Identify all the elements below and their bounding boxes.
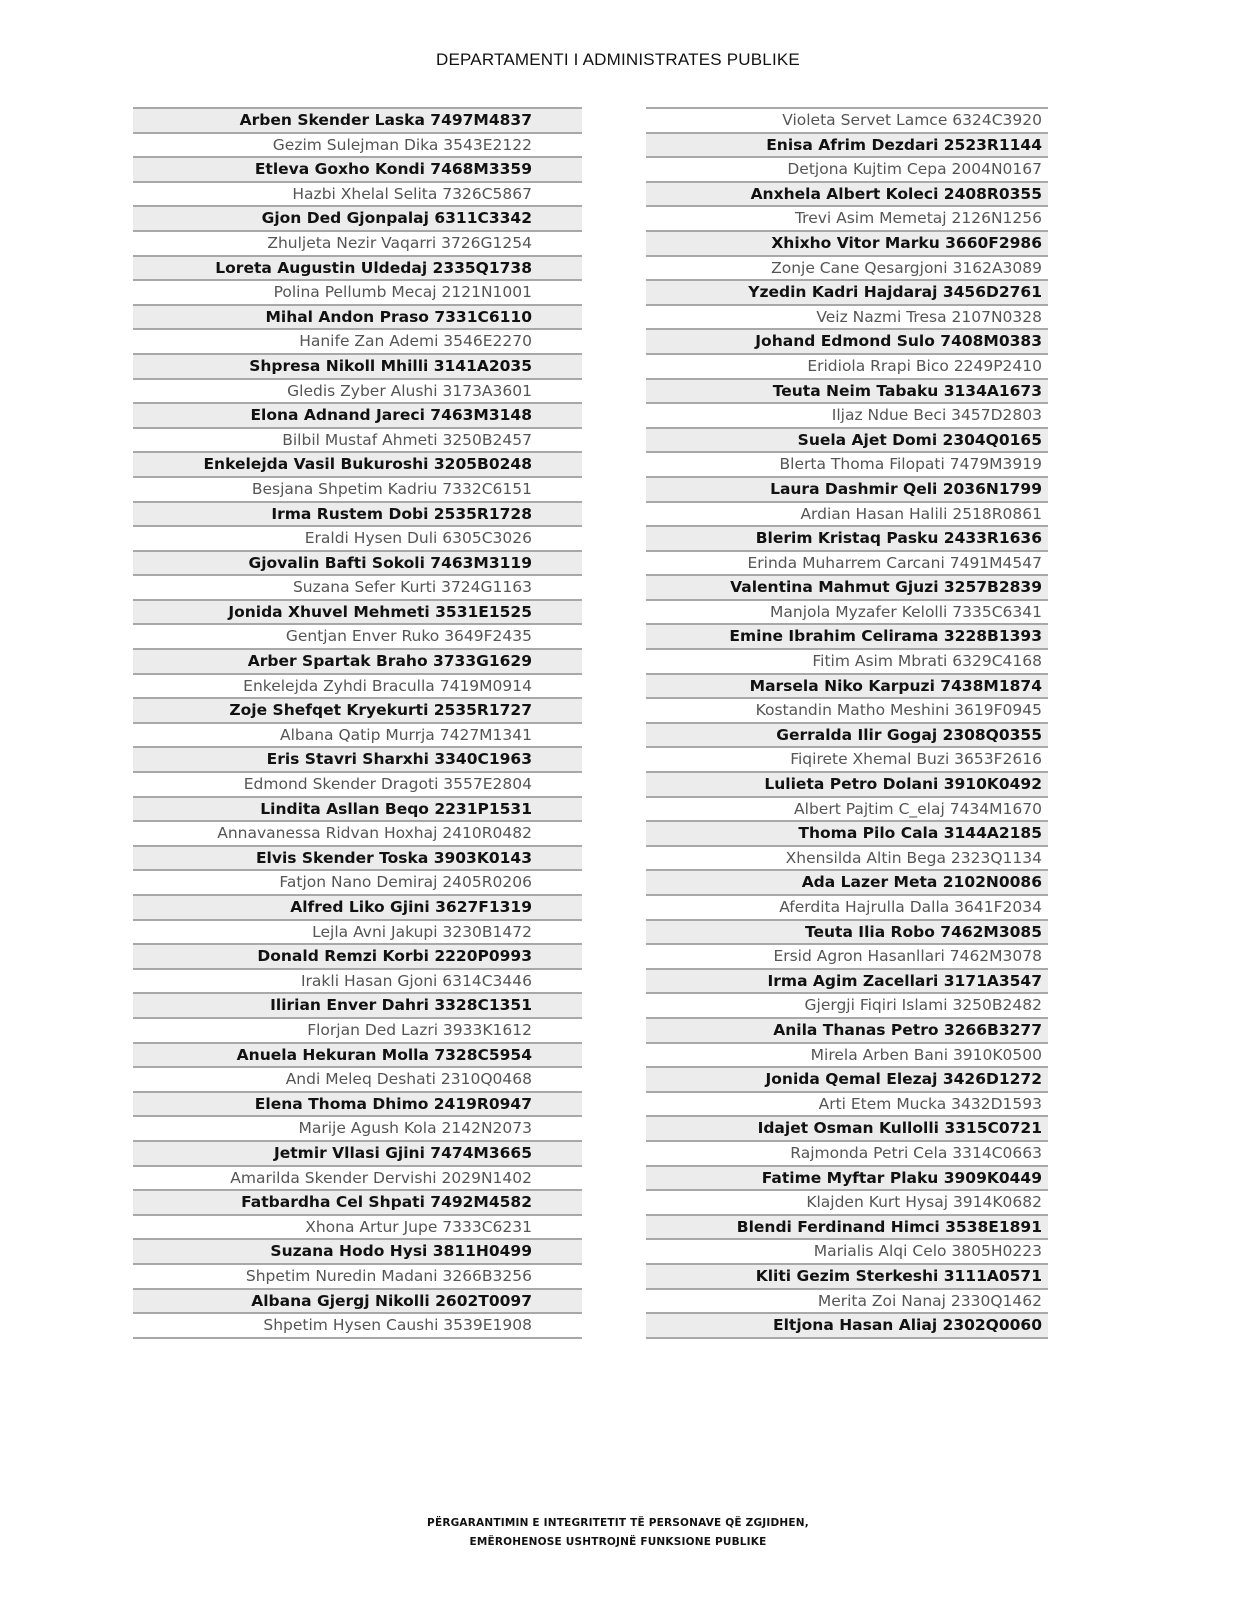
left-name-list (133, 107, 582, 1339)
list-item: Shpetim Hysen Caushi 3539E1908 (133, 1314, 582, 1339)
list-item: Fiqirete Xhemal Buzi 3653F2616 (646, 748, 1048, 773)
list-item: Ardian Hasan Halili 2518R0861 (646, 503, 1048, 528)
list-item: Valentina Mahmut Gjuzi 3257B2839 (646, 576, 1048, 601)
list-item: Yzedin Kadri Hajdaraj 3456D2761 (646, 281, 1048, 306)
list-item: Suela Ajet Domi 2304Q0165 (646, 429, 1048, 454)
list-item: Suzana Hodo Hysi 3811H0499 (133, 1240, 582, 1265)
list-item: Zhuljeta Nezir Vaqarri 3726G1254 (133, 232, 582, 257)
list-item: Jonida Xhuvel Mehmeti 3531E1525 (133, 601, 582, 626)
list-item: Gerralda Ilir Gogaj 2308Q0355 (646, 724, 1048, 749)
list-item: Teuta Ilia Robo 7462M3085 (646, 921, 1048, 946)
list-item: Blerim Kristaq Pasku 2433R1636 (646, 527, 1048, 552)
list-item: Fatime Myftar Plaku 3909K0449 (646, 1167, 1048, 1192)
list-item: Enkelejda Vasil Bukuroshi 3205B0248 (133, 453, 582, 478)
list-item: Elvis Skender Toska 3903K0143 (133, 847, 582, 872)
list-item: Albana Qatip Murrja 7427M1341 (133, 724, 582, 749)
list-item: Anxhela Albert Koleci 2408R0355 (646, 183, 1048, 208)
list-item: Gjon Ded Gjonpalaj 6311C3342 (133, 207, 582, 232)
list-item: Marije Agush Kola 2142N2073 (133, 1117, 582, 1142)
list-item: Hazbi Xhelal Selita 7326C5867 (133, 183, 582, 208)
list-item: Kliti Gezim Sterkeshi 3111A0571 (646, 1265, 1048, 1290)
list-item: Xhona Artur Jupe 7333C6231 (133, 1216, 582, 1241)
list-item: Lulieta Petro Dolani 3910K0492 (646, 773, 1048, 798)
list-item: Amarilda Skender Dervishi 2029N1402 (133, 1167, 582, 1192)
list-item: Emine Ibrahim Celirama 3228B1393 (646, 625, 1048, 650)
list-item: Arti Etem Mucka 3432D1593 (646, 1093, 1048, 1118)
list-item: Alfred Liko Gjini 3627F1319 (133, 896, 582, 921)
list-item: Veiz Nazmi Tresa 2107N0328 (646, 306, 1048, 331)
list-item: Irakli Hasan Gjoni 6314C3446 (133, 970, 582, 995)
list-item: Teuta Neim Tabaku 3134A1673 (646, 380, 1048, 405)
list-item: Eltjona Hasan Aliaj 2302Q0060 (646, 1314, 1048, 1339)
list-item: Eris Stavri Sharxhi 3340C1963 (133, 748, 582, 773)
list-item: Blendi Ferdinand Himci 3538E1891 (646, 1216, 1048, 1241)
list-item: Gezim Sulejman Dika 3543E2122 (133, 134, 582, 159)
list-item: Fitim Asim Mbrati 6329C4168 (646, 650, 1048, 675)
list-item: Jetmir Vllasi Gjini 7474M3665 (133, 1142, 582, 1167)
list-item: Johand Edmond Sulo 7408M0383 (646, 330, 1048, 355)
list-item: Fatbardha Cel Shpati 7492M4582 (133, 1191, 582, 1216)
list-item: Trevi Asim Memetaj 2126N1256 (646, 207, 1048, 232)
list-item: Edmond Skender Dragoti 3557E2804 (133, 773, 582, 798)
list-item: Marialis Alqi Celo 3805H0223 (646, 1240, 1048, 1265)
list-item: Andi Meleq Deshati 2310Q0468 (133, 1068, 582, 1093)
page-title: DEPARTAMENTI I ADMINISTRATES PUBLIKE (436, 50, 800, 69)
list-item: Merita Zoi Nanaj 2330Q1462 (646, 1290, 1048, 1315)
footer-line-2: EMËROHENOSE USHTROJNË FUNKSIONE PUBLIKE (469, 1536, 767, 1548)
footer-line-1: PËRGARANTIMIN E INTEGRITETIT TË PERSONAVE QË ZGJIDHEN, (427, 1517, 809, 1529)
list-item: Anila Thanas Petro 3266B3277 (646, 1019, 1048, 1044)
list-item: Eridiola Rrapi Bico 2249P2410 (646, 355, 1048, 380)
list-item: Etleva Goxho Kondi 7468M3359 (133, 158, 582, 183)
list-item: Laura Dashmir Qeli 2036N1799 (646, 478, 1048, 503)
list-item: Loreta Augustin Uldedaj 2335Q1738 (133, 257, 582, 282)
list-item: Albert Pajtim C_elaj 7434M1670 (646, 798, 1048, 823)
list-item: Fatjon Nano Demiraj 2405R0206 (133, 871, 582, 896)
list-item: Idajet Osman Kullolli 3315C0721 (646, 1117, 1048, 1142)
list-item: Anuela Hekuran Molla 7328C5954 (133, 1044, 582, 1069)
list-item: Lindita Asllan Beqo 2231P1531 (133, 798, 582, 823)
right-name-list (646, 107, 1048, 1339)
list-item: Mihal Andon Praso 7331C6110 (133, 306, 582, 331)
list-item: Shpresa Nikoll Mhilli 3141A2035 (133, 355, 582, 380)
list-item: Irma Agim Zacellari 3171A3547 (646, 970, 1048, 995)
list-item: Enisa Afrim Dezdari 2523R1144 (646, 134, 1048, 159)
list-item: Gjergji Fiqiri Islami 3250B2482 (646, 994, 1048, 1019)
list-item: Gentjan Enver Ruko 3649F2435 (133, 625, 582, 650)
list-item: Suzana Sefer Kurti 3724G1163 (133, 576, 582, 601)
list-item: Aferdita Hajrulla Dalla 3641F2034 (646, 896, 1048, 921)
list-item: Gledis Zyber Alushi 3173A3601 (133, 380, 582, 405)
list-item: Xhensilda Altin Bega 2323Q1134 (646, 847, 1048, 872)
list-item: Zoje Shefqet Kryekurti 2535R1727 (133, 699, 582, 724)
list-item: Albana Gjergj Nikolli 2602T0097 (133, 1290, 582, 1315)
list-item: Shpetim Nuredin Madani 3266B3256 (133, 1265, 582, 1290)
list-item: Elena Thoma Dhimo 2419R0947 (133, 1093, 582, 1118)
list-item: Ada Lazer Meta 2102N0086 (646, 871, 1048, 896)
list-item: Zonje Cane Qesargjoni 3162A3089 (646, 257, 1048, 282)
list-item: Blerta Thoma Filopati 7479M3919 (646, 453, 1048, 478)
list-item: Irma Rustem Dobi 2535R1728 (133, 503, 582, 528)
list-item: Polina Pellumb Mecaj 2121N1001 (133, 281, 582, 306)
list-item: Mirela Arben Bani 3910K0500 (646, 1044, 1048, 1069)
list-item: Xhixho Vitor Marku 3660F2986 (646, 232, 1048, 257)
list-item: Annavanessa Ridvan Hoxhaj 2410R0482 (133, 822, 582, 847)
list-item: Thoma Pilo Cala 3144A2185 (646, 822, 1048, 847)
list-item: Lejla Avni Jakupi 3230B1472 (133, 921, 582, 946)
list-item: Rajmonda Petri Cela 3314C0663 (646, 1142, 1048, 1167)
list-item: Arben Skender Laska 7497M4837 (133, 109, 582, 134)
list-item: Erinda Muharrem Carcani 7491M4547 (646, 552, 1048, 577)
list-item: Klajden Kurt Hysaj 3914K0682 (646, 1191, 1048, 1216)
list-item: Elona Adnand Jareci 7463M3148 (133, 404, 582, 429)
list-item: Bilbil Mustaf Ahmeti 3250B2457 (133, 429, 582, 454)
list-item: Detjona Kujtim Cepa 2004N0167 (646, 158, 1048, 183)
list-item: Jonida Qemal Elezaj 3426D1272 (646, 1068, 1048, 1093)
list-item: Eraldi Hysen Duli 6305C3026 (133, 527, 582, 552)
list-item: Iljaz Ndue Beci 3457D2803 (646, 404, 1048, 429)
list-item: Donald Remzi Korbi 2220P0993 (133, 945, 582, 970)
list-item: Arber Spartak Braho 3733G1629 (133, 650, 582, 675)
list-item: Ersid Agron Hasanllari 7462M3078 (646, 945, 1048, 970)
list-item: Hanife Zan Ademi 3546E2270 (133, 330, 582, 355)
list-item: Violeta Servet Lamce 6324C3920 (646, 109, 1048, 134)
list-item: Kostandin Matho Meshini 3619F0945 (646, 699, 1048, 724)
list-item: Ilirian Enver Dahri 3328C1351 (133, 994, 582, 1019)
list-item: Manjola Myzafer Kelolli 7335C6341 (646, 601, 1048, 626)
list-item: Gjovalin Bafti Sokoli 7463M3119 (133, 552, 582, 577)
list-item: Enkelejda Zyhdi Braculla 7419M0914 (133, 675, 582, 700)
list-item: Marsela Niko Karpuzi 7438M1874 (646, 675, 1048, 700)
list-item: Florjan Ded Lazri 3933K1612 (133, 1019, 582, 1044)
list-item: Besjana Shpetim Kadriu 7332C6151 (133, 478, 582, 503)
